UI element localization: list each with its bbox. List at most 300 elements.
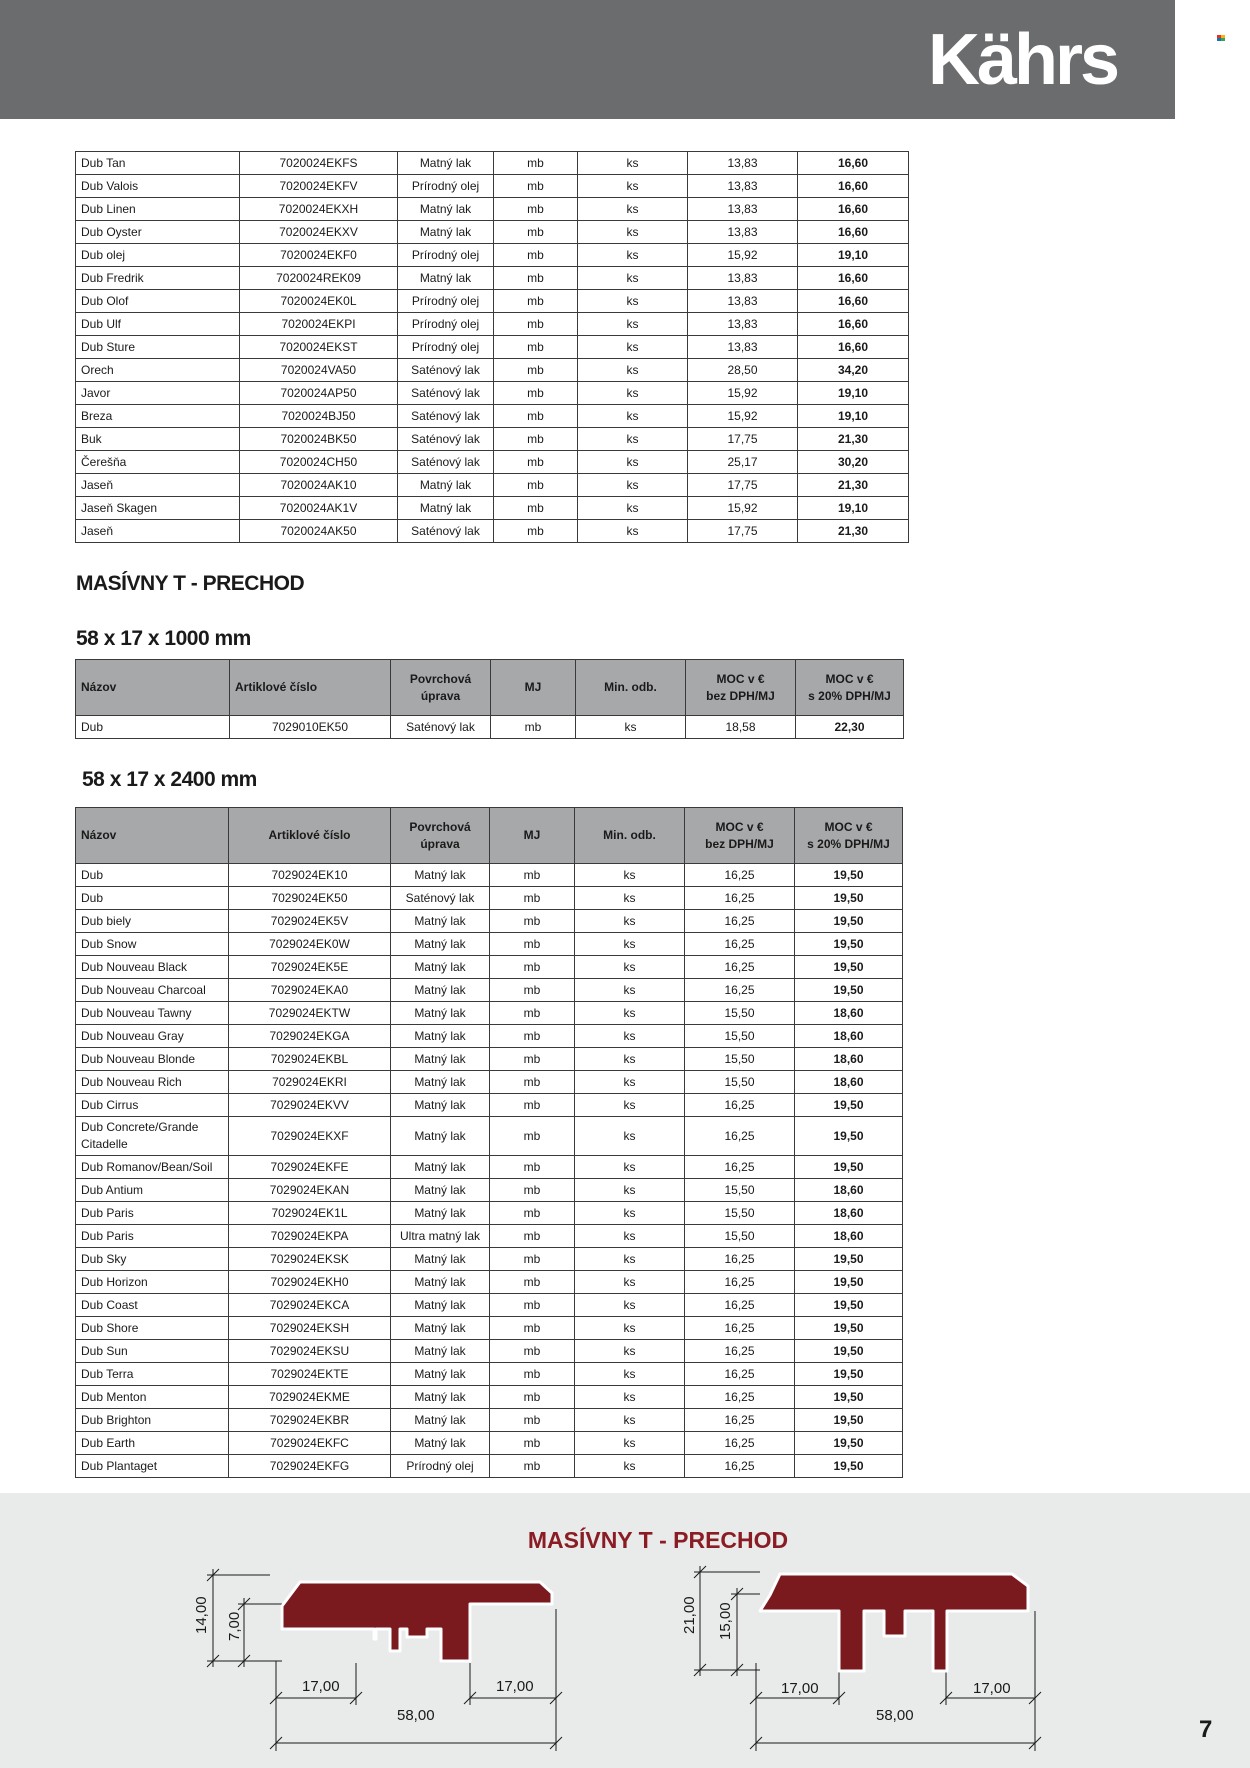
cell-moc-ex-vat: 15,92 <box>688 497 798 520</box>
table-row <box>76 290 909 313</box>
header-name: Názov <box>76 660 230 716</box>
header-min-order: Min. odb. <box>576 660 686 716</box>
cell-moc-inc-vat: 21,30 <box>798 520 909 543</box>
cell-surface: Matný lak <box>391 1340 490 1363</box>
cell-name: Dub biely <box>76 910 229 933</box>
cell-moc-ex-vat: 16,25 <box>685 1156 795 1179</box>
cell-surface: Matný lak <box>391 1409 490 1432</box>
cell-surface: Matný lak <box>391 910 490 933</box>
cell-surface: Matný lak <box>391 1248 490 1271</box>
table-row <box>76 887 903 910</box>
brand-mark-icon <box>1217 35 1226 42</box>
cell-article: 7020024AK50 <box>240 520 398 543</box>
table-row <box>76 244 909 267</box>
cell-min-order: ks <box>578 428 688 451</box>
cell-surface: Matný lak <box>391 1071 490 1094</box>
cell-unit: mb <box>490 933 575 956</box>
cell-unit: mb <box>490 1248 575 1271</box>
cell-moc-inc-vat: 18,60 <box>795 1202 903 1225</box>
cell-min-order: ks <box>578 474 688 497</box>
cell-min-order: ks <box>578 382 688 405</box>
cell-moc-ex-vat: 17,75 <box>688 428 798 451</box>
cell-name: Dub Cirrus <box>76 1094 229 1117</box>
cell-moc-inc-vat: 19,50 <box>795 1248 903 1271</box>
table-row <box>76 1048 903 1071</box>
cell-article: 7020024AK1V <box>240 497 398 520</box>
cell-moc-ex-vat: 17,75 <box>688 520 798 543</box>
price-table-body <box>76 152 909 543</box>
size-title-1000: 58 x 17 x 1000 mm <box>76 627 251 650</box>
cell-article: 7029024EK1L <box>229 1202 391 1225</box>
cell-moc-ex-vat: 15,50 <box>685 1225 795 1248</box>
table-row <box>76 520 909 543</box>
cell-article: 7029024EKH0 <box>229 1271 391 1294</box>
cell-moc-inc-vat: 18,60 <box>795 1002 903 1025</box>
cell-unit: mb <box>490 1317 575 1340</box>
cell-min-order: ks <box>575 1271 685 1294</box>
cell-surface: Matný lak <box>391 1271 490 1294</box>
cell-moc-ex-vat: 13,83 <box>688 175 798 198</box>
cell-unit: mb <box>494 405 578 428</box>
cell-article: 7029024EKSH <box>229 1317 391 1340</box>
cell-name: Dub Paris <box>76 1225 229 1248</box>
cell-unit: mb <box>490 1025 575 1048</box>
table-row <box>76 428 909 451</box>
cell-name: Dub Fredrik <box>76 267 240 290</box>
cell-surface: Saténový lak <box>398 382 494 405</box>
cell-article: 7029024EK0W <box>229 933 391 956</box>
cell-moc-ex-vat: 16,25 <box>685 1117 795 1156</box>
table-row <box>76 1025 903 1048</box>
cell-moc-inc-vat: 19,50 <box>795 1156 903 1179</box>
cell-moc-inc-vat: 18,60 <box>795 1179 903 1202</box>
cell-moc-ex-vat: 16,25 <box>685 1317 795 1340</box>
cell-unit: mb <box>490 1363 575 1386</box>
cell-surface: Matný lak <box>398 267 494 290</box>
cell-name: Dub Brighton <box>76 1409 229 1432</box>
cell-unit: mb <box>494 336 578 359</box>
cell-min-order: ks <box>575 910 685 933</box>
header-name: Názov <box>76 808 229 864</box>
cell-article: 7020024BJ50 <box>240 405 398 428</box>
cell-moc-ex-vat: 16,25 <box>685 1432 795 1455</box>
table-row <box>76 1294 903 1317</box>
cell-moc-inc-vat: 19,50 <box>795 910 903 933</box>
cell-moc-inc-vat: 16,60 <box>798 175 909 198</box>
dim-right-height-total: 21,00 <box>681 1596 698 1634</box>
cell-unit: mb <box>490 956 575 979</box>
cell-article: 7029024EKFC <box>229 1432 391 1455</box>
cell-min-order: ks <box>575 1432 685 1455</box>
table-row <box>76 152 909 175</box>
cell-moc-inc-vat: 19,50 <box>795 1386 903 1409</box>
cell-article: 7029024EKFG <box>229 1455 391 1478</box>
cell-moc-inc-vat: 16,60 <box>798 313 909 336</box>
cell-moc-ex-vat: 15,92 <box>688 405 798 428</box>
cell-article: 7020024REK09 <box>240 267 398 290</box>
cell-article: 7029024EKSK <box>229 1248 391 1271</box>
cell-name: Dub Nouveau Tawny <box>76 1002 229 1025</box>
cell-name: Dub Sun <box>76 1340 229 1363</box>
cell-article: 7020024CH50 <box>240 451 398 474</box>
cell-name: Dub Menton <box>76 1386 229 1409</box>
cell-unit: mb <box>494 175 578 198</box>
cell-name: Dub Nouveau Charcoal <box>76 979 229 1002</box>
cell-moc-inc-vat: 19,10 <box>798 497 909 520</box>
cell-article: 7029024EKAN <box>229 1179 391 1202</box>
header-moc-inc-vat: MOC v € s 20% DPH/MJ <box>796 660 904 716</box>
cell-article: 7029024EKBL <box>229 1048 391 1071</box>
cell-surface: Prírodný olej <box>398 336 494 359</box>
cell-moc-inc-vat: 19,50 <box>795 1340 903 1363</box>
cell-moc-inc-vat: 19,50 <box>795 1271 903 1294</box>
cell-name: Jaseň Skagen <box>76 497 240 520</box>
cell-moc-inc-vat: 16,60 <box>798 336 909 359</box>
cell-name: Dub Tan <box>76 152 240 175</box>
header-surface: Povrchová úprava <box>391 660 491 716</box>
price-table-continued <box>75 151 909 543</box>
footer-title: MASÍVNY T - PRECHOD <box>527 1527 789 1553</box>
table-header-row <box>76 660 904 716</box>
cell-moc-inc-vat: 22,30 <box>796 716 904 739</box>
cell-surface: Matný lak <box>391 1117 490 1156</box>
cell-unit: mb <box>494 359 578 382</box>
cell-moc-inc-vat: 18,60 <box>795 1025 903 1048</box>
cell-article: 7020024EKF0 <box>240 244 398 267</box>
cell-name: Dub Antium <box>76 1179 229 1202</box>
cell-min-order: ks <box>575 1179 685 1202</box>
table-row <box>76 1271 903 1294</box>
header-article: Artiklové číslo <box>229 808 391 864</box>
cell-moc-inc-vat: 16,60 <box>798 152 909 175</box>
cell-surface: Matný lak <box>398 152 494 175</box>
cell-surface: Matný lak <box>391 979 490 1002</box>
cell-surface: Saténový lak <box>398 359 494 382</box>
cell-moc-ex-vat: 13,83 <box>688 198 798 221</box>
cell-moc-inc-vat: 30,20 <box>798 451 909 474</box>
cell-min-order: ks <box>576 716 686 739</box>
cell-min-order: ks <box>578 451 688 474</box>
cell-name: Dub <box>76 887 229 910</box>
cell-article: 7029024EK10 <box>229 864 391 887</box>
cell-article: 7020024EK0L <box>240 290 398 313</box>
cell-min-order: ks <box>575 1409 685 1432</box>
cell-unit: mb <box>494 497 578 520</box>
cell-unit: mb <box>490 1179 575 1202</box>
page-number: 7 <box>1199 1716 1213 1743</box>
cell-surface: Matný lak <box>398 474 494 497</box>
cell-article: 7029024EKPA <box>229 1225 391 1248</box>
header-moc-inc-vat: MOC v € s 20% DPH/MJ <box>795 808 903 864</box>
cell-article: 7029024EKVV <box>229 1094 391 1117</box>
cell-surface: Matný lak <box>391 864 490 887</box>
cell-moc-inc-vat: 19,50 <box>795 1409 903 1432</box>
cell-moc-inc-vat: 18,60 <box>795 1071 903 1094</box>
cell-min-order: ks <box>575 1455 685 1478</box>
cell-moc-ex-vat: 13,83 <box>688 152 798 175</box>
cell-surface: Prírodný olej <box>398 175 494 198</box>
cell-article: 7020024AK10 <box>240 474 398 497</box>
cell-unit: mb <box>494 313 578 336</box>
table-row <box>76 956 903 979</box>
cell-article: 7029024EKCA <box>229 1294 391 1317</box>
price-table-1000 <box>75 659 904 739</box>
dim-left-height-inner: 7,00 <box>226 1611 243 1641</box>
cell-surface: Matný lak <box>398 497 494 520</box>
cell-moc-ex-vat: 16,25 <box>685 1455 795 1478</box>
profile-diagram <box>0 1493 1250 1768</box>
cell-moc-ex-vat: 15,92 <box>688 244 798 267</box>
cell-surface: Matný lak <box>391 1317 490 1340</box>
table-row <box>76 864 903 887</box>
table-row <box>76 175 909 198</box>
cell-min-order: ks <box>575 1248 685 1271</box>
cell-moc-ex-vat: 16,25 <box>685 910 795 933</box>
cell-name: Buk <box>76 428 240 451</box>
cell-name: Dub <box>76 716 230 739</box>
cell-min-order: ks <box>575 956 685 979</box>
table-row <box>76 933 903 956</box>
header-moc-ex-vat: MOC v € bez DPH/MJ <box>685 808 795 864</box>
cell-article: 7020024EKXH <box>240 198 398 221</box>
dim-right-width-side-left: 17,00 <box>781 1680 819 1697</box>
cell-article: 7020024VA50 <box>240 359 398 382</box>
cell-article: 7029024EKA0 <box>229 979 391 1002</box>
dim-left-width-side-left: 17,00 <box>302 1678 340 1695</box>
cell-article: 7029024EKSU <box>229 1340 391 1363</box>
cell-unit: mb <box>490 1225 575 1248</box>
cell-moc-inc-vat: 21,30 <box>798 428 909 451</box>
cell-unit: mb <box>494 290 578 313</box>
table-row <box>76 1363 903 1386</box>
cell-article: 7029024EKTE <box>229 1363 391 1386</box>
cell-unit: mb <box>490 1071 575 1094</box>
cell-moc-inc-vat: 19,50 <box>795 933 903 956</box>
cell-moc-ex-vat: 25,17 <box>688 451 798 474</box>
cell-unit: mb <box>494 198 578 221</box>
table-row <box>76 1156 903 1179</box>
cell-moc-ex-vat: 17,75 <box>688 474 798 497</box>
cell-unit: mb <box>490 1002 575 1025</box>
cell-moc-inc-vat: 18,60 <box>795 1048 903 1071</box>
header-min-order: Min. odb. <box>575 808 685 864</box>
dim-left-height-total: 14,00 <box>193 1596 210 1634</box>
brand-logo: Kährs <box>928 20 1118 100</box>
dim-left-width-total: 58,00 <box>397 1707 435 1724</box>
cell-name: Dub Sky <box>76 1248 229 1271</box>
section-title: MASÍVNY T - PRECHOD <box>76 572 305 595</box>
cell-surface: Saténový lak <box>391 887 490 910</box>
cell-article: 7029024EK5E <box>229 956 391 979</box>
cell-min-order: ks <box>575 1002 685 1025</box>
cell-moc-ex-vat: 13,83 <box>688 336 798 359</box>
cell-min-order: ks <box>575 887 685 910</box>
cell-min-order: ks <box>578 290 688 313</box>
cell-surface: Saténový lak <box>398 428 494 451</box>
table-row <box>76 198 909 221</box>
cell-min-order: ks <box>578 520 688 543</box>
size-title-2400: 58 x 17 x 2400 mm <box>82 768 257 791</box>
table-row <box>76 405 909 428</box>
cell-moc-inc-vat: 19,10 <box>798 405 909 428</box>
cell-name: Dub olej <box>76 244 240 267</box>
cell-name: Jaseň <box>76 520 240 543</box>
cell-surface: Matný lak <box>391 933 490 956</box>
cell-min-order: ks <box>578 198 688 221</box>
price-table-body <box>76 716 904 739</box>
cell-unit: mb <box>490 1340 575 1363</box>
cell-surface: Saténový lak <box>398 520 494 543</box>
cell-article: 7020024EKPI <box>240 313 398 336</box>
cell-unit: mb <box>494 382 578 405</box>
dim-left-width-side-right: 17,00 <box>496 1678 534 1695</box>
cell-min-order: ks <box>578 336 688 359</box>
cell-article: 7020024EKXV <box>240 221 398 244</box>
table-row <box>76 1248 903 1271</box>
cell-name: Dub <box>76 864 229 887</box>
cell-article: 7029024EKTW <box>229 1002 391 1025</box>
cell-name: Dub Plantaget <box>76 1455 229 1478</box>
cell-moc-inc-vat: 19,50 <box>795 887 903 910</box>
table-row <box>76 1409 903 1432</box>
table-row <box>76 451 909 474</box>
cell-moc-ex-vat: 28,50 <box>688 359 798 382</box>
table-row <box>76 979 903 1002</box>
cell-moc-ex-vat: 16,25 <box>685 1271 795 1294</box>
cell-moc-inc-vat: 19,50 <box>795 1294 903 1317</box>
cell-name: Dub Sture <box>76 336 240 359</box>
table-row <box>76 1094 903 1117</box>
header-band <box>0 0 1175 119</box>
cell-surface: Matný lak <box>391 1432 490 1455</box>
cell-moc-ex-vat: 16,25 <box>685 933 795 956</box>
cell-name: Dub Concrete/Grande Citadelle <box>76 1117 229 1156</box>
cell-article: 7029024EKFE <box>229 1156 391 1179</box>
header-unit: MJ <box>491 660 576 716</box>
cell-name: Dub Nouveau Blonde <box>76 1048 229 1071</box>
cell-name: Dub Terra <box>76 1363 229 1386</box>
cell-surface: Matný lak <box>391 1094 490 1117</box>
cell-moc-ex-vat: 18,58 <box>686 716 796 739</box>
cell-article: 7020024AP50 <box>240 382 398 405</box>
header-unit: MJ <box>490 808 575 864</box>
cell-surface: Saténový lak <box>398 451 494 474</box>
cell-name: Dub Horizon <box>76 1271 229 1294</box>
cell-min-order: ks <box>575 1317 685 1340</box>
cell-moc-ex-vat: 15,50 <box>685 1002 795 1025</box>
cell-moc-ex-vat: 16,25 <box>685 1386 795 1409</box>
cell-article: 7029024EKXF <box>229 1117 391 1156</box>
cell-unit: mb <box>490 1048 575 1071</box>
cell-moc-inc-vat: 19,50 <box>795 1455 903 1478</box>
cell-moc-ex-vat: 15,50 <box>685 1179 795 1202</box>
cell-moc-ex-vat: 16,25 <box>685 1340 795 1363</box>
cell-surface: Saténový lak <box>391 716 491 739</box>
table-row <box>76 1202 903 1225</box>
table-row <box>76 267 909 290</box>
cell-article: 7029024EKGA <box>229 1025 391 1048</box>
cell-moc-inc-vat: 34,20 <box>798 359 909 382</box>
table-row <box>76 716 904 739</box>
cell-article: 7020024EKST <box>240 336 398 359</box>
table-row <box>76 1455 903 1478</box>
cell-surface: Matný lak <box>398 221 494 244</box>
cell-unit: mb <box>490 864 575 887</box>
cell-name: Dub Coast <box>76 1294 229 1317</box>
cell-surface: Matný lak <box>391 1202 490 1225</box>
cell-unit: mb <box>494 152 578 175</box>
cell-unit: mb <box>490 887 575 910</box>
table-row <box>76 313 909 336</box>
cell-unit: mb <box>490 1455 575 1478</box>
cell-surface: Matný lak <box>398 198 494 221</box>
cell-moc-inc-vat: 16,60 <box>798 290 909 313</box>
cell-min-order: ks <box>578 405 688 428</box>
cell-unit: mb <box>494 520 578 543</box>
cell-min-order: ks <box>575 933 685 956</box>
cell-name: Dub Paris <box>76 1202 229 1225</box>
table-row <box>76 1002 903 1025</box>
cell-surface: Matný lak <box>391 1002 490 1025</box>
cell-name: Javor <box>76 382 240 405</box>
table-row <box>76 1179 903 1202</box>
cell-moc-inc-vat: 21,30 <box>798 474 909 497</box>
cell-name: Dub Earth <box>76 1432 229 1455</box>
cell-min-order: ks <box>578 313 688 336</box>
cell-moc-ex-vat: 13,83 <box>688 267 798 290</box>
table-row <box>76 910 903 933</box>
cell-moc-inc-vat: 16,60 <box>798 267 909 290</box>
cell-moc-inc-vat: 16,60 <box>798 198 909 221</box>
cell-name: Dub Olof <box>76 290 240 313</box>
cell-unit: mb <box>490 1271 575 1294</box>
cell-article: 7020024BK50 <box>240 428 398 451</box>
cell-min-order: ks <box>575 1340 685 1363</box>
cell-surface: Matný lak <box>391 1025 490 1048</box>
cell-min-order: ks <box>575 1025 685 1048</box>
cell-name: Dub Snow <box>76 933 229 956</box>
cell-surface: Saténový lak <box>398 405 494 428</box>
cell-article: 7029024EK5V <box>229 910 391 933</box>
cell-moc-inc-vat: 19,50 <box>795 1432 903 1455</box>
cell-min-order: ks <box>575 979 685 1002</box>
cell-min-order: ks <box>578 267 688 290</box>
cell-moc-ex-vat: 15,50 <box>685 1025 795 1048</box>
cell-name: Dub Shore <box>76 1317 229 1340</box>
cell-surface: Matný lak <box>391 1386 490 1409</box>
cell-name: Dub Oyster <box>76 221 240 244</box>
cell-min-order: ks <box>575 1202 685 1225</box>
cell-name: Dub Nouveau Rich <box>76 1071 229 1094</box>
cell-min-order: ks <box>575 1117 685 1156</box>
cell-moc-ex-vat: 16,25 <box>685 1294 795 1317</box>
cell-unit: mb <box>494 428 578 451</box>
price-table-2400 <box>75 807 903 1478</box>
cell-min-order: ks <box>575 1363 685 1386</box>
dim-right-width-side-right: 17,00 <box>973 1680 1011 1697</box>
cell-min-order: ks <box>575 1094 685 1117</box>
cell-surface: Matný lak <box>391 1294 490 1317</box>
cell-name: Dub Ulf <box>76 313 240 336</box>
cell-moc-inc-vat: 19,50 <box>795 1363 903 1386</box>
table-row <box>76 359 909 382</box>
table-row <box>76 1432 903 1455</box>
cell-min-order: ks <box>575 1386 685 1409</box>
cell-min-order: ks <box>575 1071 685 1094</box>
price-table-body <box>76 864 903 1478</box>
cell-moc-ex-vat: 16,25 <box>685 956 795 979</box>
cell-min-order: ks <box>575 1294 685 1317</box>
